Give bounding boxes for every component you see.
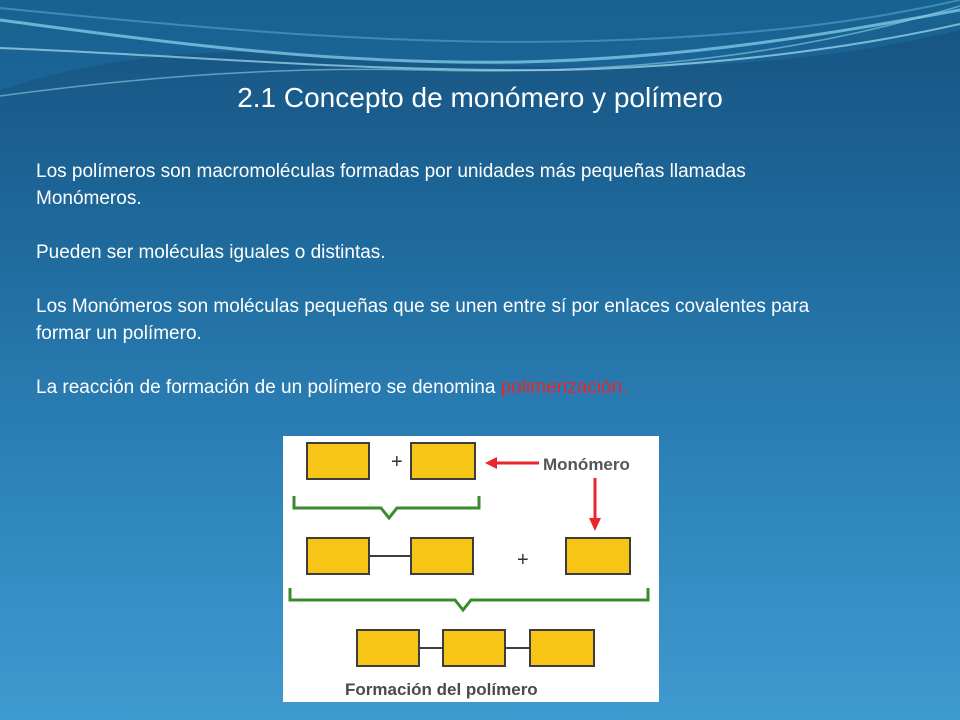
monomer-box — [307, 443, 369, 479]
monomer-box — [357, 630, 419, 666]
bracket-top — [294, 496, 479, 518]
plus-sign: + — [391, 451, 403, 473]
monomer-label: Monómero — [543, 455, 630, 474]
paragraph-types: Pueden ser moléculas iguales o distintas. — [36, 242, 386, 263]
plus-sign: + — [517, 549, 529, 571]
arrow-left-head — [485, 457, 497, 469]
monomer-box — [411, 443, 475, 479]
monomer-box — [566, 538, 630, 574]
reaction-text: La reacción de formación de un polímero se denomina — [36, 377, 501, 398]
monomer-box — [443, 630, 505, 666]
monomer-box — [307, 538, 369, 574]
arrow-down-head — [589, 518, 601, 531]
paragraph-reaction — [36, 374, 836, 401]
diagram-caption: Formación del polímero — [345, 680, 538, 699]
monomer-box — [530, 630, 594, 666]
bracket-bottom — [290, 588, 648, 610]
slide-body — [36, 158, 836, 428]
page-title: 2.1 Concepto de monómero y polímero — [237, 82, 723, 113]
monomer-box — [411, 538, 473, 574]
polymerization-term: polimerización. — [500, 377, 628, 398]
paragraph-monomers: Los Monómeros son moléculas pequeñas que se unen entre sí por enlaces covalentes para formar un polímero. — [36, 296, 810, 344]
paragraph-definition: Los polímeros son macromoléculas formadas por unidades más pequeñas llamadas Monómeros. — [36, 161, 746, 209]
polymer-formation-diagram — [283, 436, 659, 702]
